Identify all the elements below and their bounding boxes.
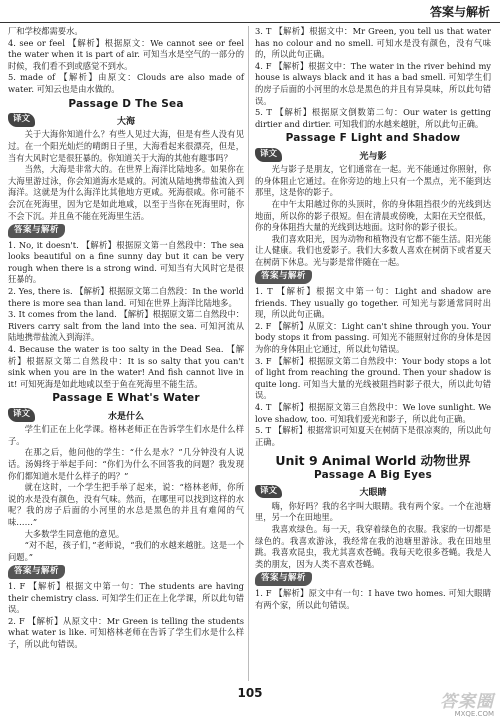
answer-item: 2. F 【解析】从原文：Light can't shine through you. Your body stops it from passing. 可知光不能照射过你的身体是因为你的身体阻止它通过，所以此句错误。 — [255, 320, 491, 355]
paragraph: 厂和学校都需要水。 — [8, 26, 83, 36]
answer-item: 2. F 【解析】从原文中：Mr Green is telling the students what water is like. 可知格林老师在告诉了学生们水是什么样子，所以此句错误。 — [8, 615, 244, 649]
answer-item: 2. Yes, there is. 【解析】根据原文第二自然段：In the world there is more sea than land. 可知在世界上海洋比陆地多。 — [8, 286, 244, 308]
passage-f-heading: Passage F Light and Shadow — [285, 132, 461, 145]
passage-f-cn-title: 光与影 — [359, 151, 387, 162]
right-column — [255, 26, 491, 611]
paragraph: 在那之后，他问他的学生：“什么是水？”几分钟没有人说话。汤姆终于举起手问：“你们为什么不回答我的问题？我发现你们都知道水是什么样子的吗？” — [8, 447, 244, 481]
answer-item: 1. T 【解析】根据文中第一句：Light and shadow are friends. They usually go together. 可知光与影通常同时出现，所以此句正确。 — [255, 286, 491, 320]
answer-item: 4. T 【解析】根据原文第三自然段中：We love sunlight. We love shadow, too. 可知我们爱光和影子，所以此句正确。 — [255, 402, 491, 424]
left-column — [8, 26, 244, 650]
answer-tag: 答案与解析 — [255, 270, 312, 284]
passage-d-heading: Passage D The Sea — [68, 97, 184, 110]
paragraph: 光与影子是朋友，它们通常在一起。光不能通过你照射，你的身体阻止它通过。在你旁边的地上只有一个黑点，光不能到达那里，这是你的影子。 — [255, 164, 491, 198]
paragraph: “对不起，孩子们，”老师说，“我们的水越来越脏。这是一个问题。” — [8, 540, 244, 562]
passage-e-heading: Passage E What's Water — [52, 392, 200, 405]
paragraph: 大多数学生同意他的意见。 — [24, 528, 125, 539]
answer-item: 5. made of 【解析】由原文：Clouds are also made of water. 可知云也是由水做的。 — [8, 72, 244, 94]
translation-tag: 译文 — [255, 485, 282, 499]
answer-item: 5. T 【解析】根据原文倒数第二句：Our water is getting dirtier and dirtier. 可知我们的水越来越脏，所以此句正确。 — [255, 107, 491, 129]
watermark-url: MXQE.COM — [454, 710, 494, 718]
passage-d-cn-title: 大海 — [116, 116, 135, 127]
passage-a-heading: Passage A Big Eyes — [314, 468, 432, 481]
watermark — [440, 694, 494, 718]
paragraph: 在中午太阳越过你的头顶时，你的身体阻挡很少的光线到达地面，所以你的影子很短。但在清晨或傍晚，太阳在天空很低，你的身体阻挡大量的光线到达地面。这时你的影子很长。 — [255, 198, 491, 233]
paragraph: 关于大海你知道什么？有些人见过大海，但是有些人没有见过。在一个阳光灿烂的晴朗日子里，大海看起来很漂亮，但是，当有大风时它是很狂暴的。你知道关于大海的其他有趣事吗？ — [8, 129, 244, 163]
passage-a-cn-title: 大眼睛 — [359, 488, 387, 499]
answer-item: 3. It comes from the land. 【解析】根据原文第二自然段中：Rivers carry salt from the land into the sea. 可知河流从陆地携带盐流入到海洋。 — [8, 309, 244, 343]
answer-tag: 答案与解析 — [8, 224, 65, 238]
paragraph: 我们喜欢阳光，因为动物和植物没有它都不能生活。阳光能让人健康。我们也爱影子。我们大多数人喜欢在树荫下或者夏天在树荫下休息。光与影是常伴随在一起。 — [255, 233, 491, 267]
page-header — [0, 0, 500, 23]
answer-item: 3. T 【解析】根据文中：Mr Green, you tell us that water has no colour and no smell. 可知水是没有颜色，没有气味的，所以此句正确。 — [255, 26, 491, 60]
answer-item: 4. Because the water is too salty in the Dead Sea. 【解析】根据原文第二自然段中：It is so salty that you can't sink when you are in the water! And fish cannot live in it! 可知死海是如此地咸以至于鱼在死海里不能生活。 — [8, 344, 244, 389]
paragraph: 我喜欢绿色。每一天，我穿着绿色的衣服。我家的一切都是绿色的。我喜欢游泳，我经常在我的池塘里游泳。我在田地里跳。我喜欢昆虫，我尤其喜欢苍蝇。我每天吃很多苍蝇。我是人类的朋友，因为人类不喜欢苍蝇。 — [255, 523, 491, 569]
paragraph: 嗨，你好吗？我的名字叫大眼睛。我有两个家。一个在池塘里，另一个在田地里。 — [255, 500, 491, 523]
page-number: 105 — [237, 686, 263, 700]
answer-item: 4. F 【解析】根据文中：The water in the river behind my house is always black and it has a bad smell. 可知学生们的房子后面的小河里的水总是黑色的并且有异臭味，所以此句错误。 — [255, 60, 491, 106]
paragraph: 学生们正在上化学课。格林老师正在告诉学生们水是什么样子。 — [8, 424, 244, 446]
paragraph: 当然，大海是非常大的。在世界上海洋比陆地多。如果你在大海里游过泳，你会知道海水是咸的。河流从陆地携带盐流入到海洋。这就是为什么海洋比其他地方更咸。死海很咸。你可能不会沉在死海里，因为它是如此地咸，以至于当你在死海里时，你不会下沉。并且鱼不能在死海里生活。 — [8, 164, 244, 221]
answer-item: 5. T 【解析】根据常识可知夏天在树荫下是很凉爽的，所以此句正确。 — [255, 425, 491, 447]
translation-tag: 译文 — [8, 113, 35, 127]
answer-item: 3. F 【解析】根据原文第二自然段中：Your body stops a lot of light from reaching the ground. Then your shadow is quite long. 可知当大量的光线被阻挡时影子很大，所以此句错误。 — [255, 355, 491, 401]
watermark-logo: 答案圈 — [440, 692, 494, 712]
answer-tag: 答案与解析 — [8, 565, 65, 579]
answer-tag: 答案与解析 — [255, 572, 312, 586]
unit-heading: Unit 9 Animal World 动物世界 — [275, 453, 471, 469]
header-title: 答案与解析 — [429, 5, 490, 19]
translation-tag: 译文 — [8, 408, 35, 422]
answer-item: 1. F 【解析】根据文中第一句：The students are having their chemistry class. 可知学生们正在上化学课，所以此句错误。 — [8, 580, 244, 615]
paragraph: 就在这时，一个学生把手举了起来，说：“格林老师，你所说的水是没有颜色，没有气味。然而，在哪里可以找到这样的水呢？我的房子后面的小河里的水总是黑色的并且有难闻的气味……” — [8, 482, 244, 527]
translation-tag: 译文 — [255, 148, 282, 162]
answer-item: 1. F 【解析】原文中有一句：I have two homes. 可知大眼睛有两个家，所以此句错误。 — [255, 587, 491, 610]
column-divider — [248, 26, 249, 681]
answer-item: 4. see or feel 【解析】根据原文：We cannot see or feel the water when it is part of air. 可知当水是空气的一部分的时候，我们看不到或感觉不到水。 — [8, 37, 244, 71]
answer-item: 1. No, it doesn't. 【解析】根据原文第一自然段中：The sea looks beautiful on a fine sunny day but it can be very rough when there is a strong wind. 可知当有大风时它是很狂暴的。 — [8, 239, 244, 285]
passage-e-cn-title: 水是什么 — [107, 411, 144, 422]
